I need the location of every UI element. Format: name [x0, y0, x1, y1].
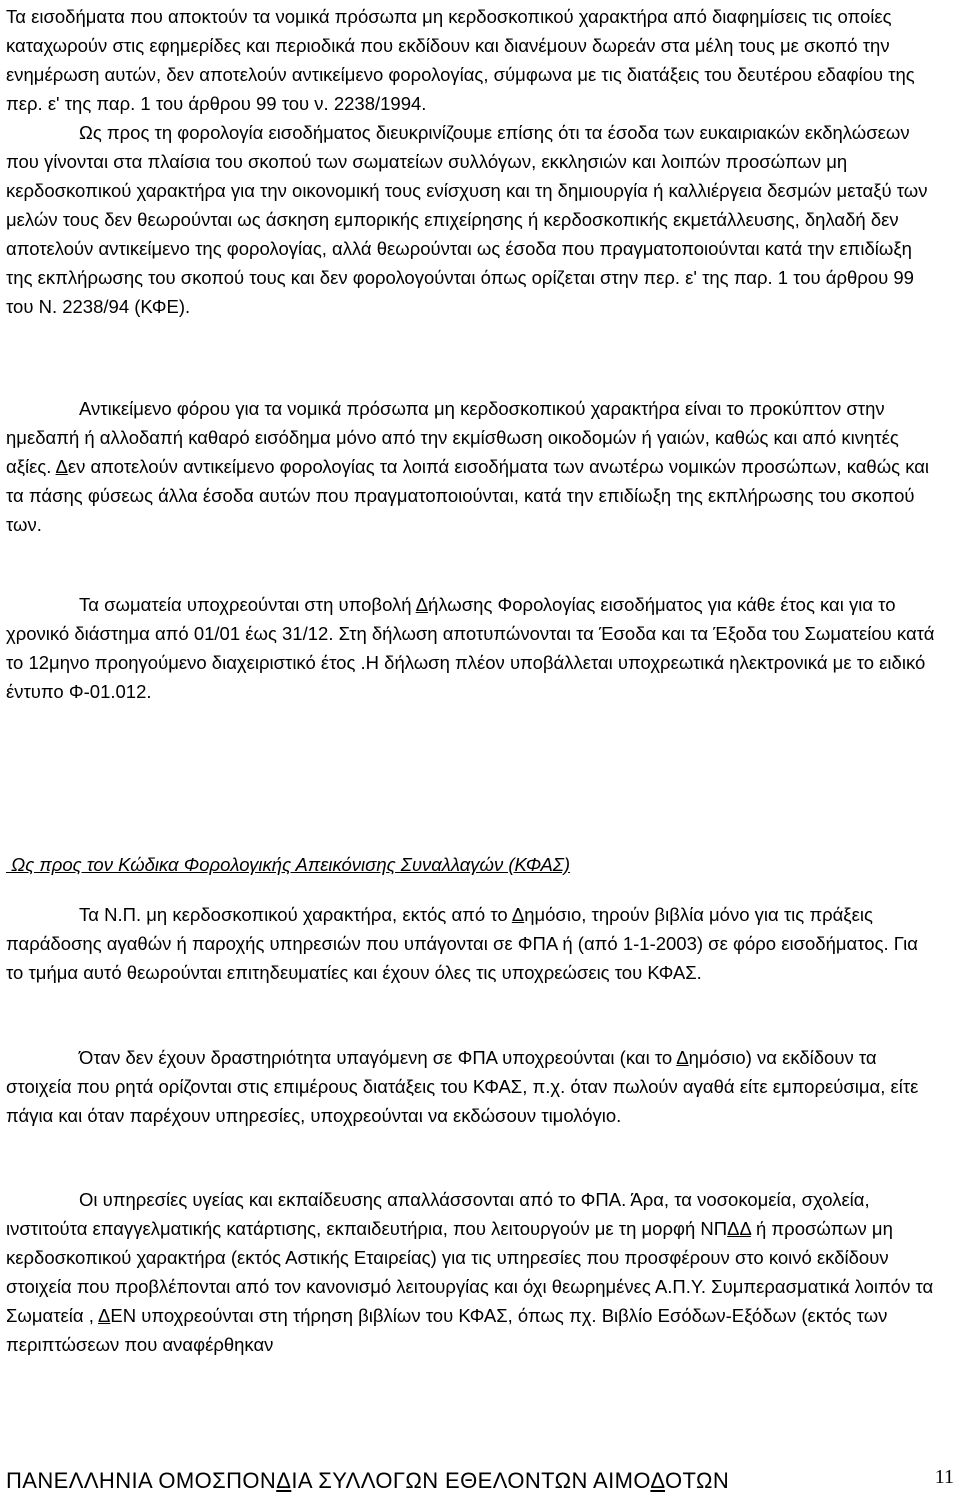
paragraph-no-vat-activity [6, 1043, 940, 1130]
declaration-text: Τα σωματεία υποχρεούνται στη υποβολή [79, 594, 416, 615]
page-footer [6, 1466, 960, 1499]
health-education-text-cont: ή προσώπων μη κερδοσκοπικού χαρακτήρα (εκτός Αστικής Εταιρείας) για τις υπηρεσίες που προσφέρουν στο κοινό εκδίδουν στοιχεία που προβλέπονται από τον κανονισμό λειτουργίας και όχι θεωρημένες Α.Π.Υ. Συμπερασματικά λοιπόν τα Σωματεία , [6, 1218, 934, 1326]
underlined-letter: Δ [98, 1305, 111, 1326]
footer-title [6, 1468, 729, 1494]
footer-title-part: ΙΑ ΣΥΛΛΟΓΩΝ ΕΘΕΛΟΝΤΩΝ ΑΙΜΟ [291, 1468, 651, 1493]
paragraph-tax-object [6, 394, 940, 539]
declaration-text-cont: ήλωσης Φορολογίας εισοδήματος για κάθε έτος και για το χρονικό διάστημα από 01/01 έως 31/12. Στη δήλωση αποτυπώνονται τα Έσοδα και τα Έξοδα του Σωματείου κατά το 12μηνο προηγούμενο διαχειριστικό έτος .Η δήλωση πλέον υποβάλλεται υποχρεωτικά ηλεκτρονικά με το ειδικό έντυπο Φ-01.012. [6, 594, 935, 702]
tax-object-text: Αντικείμενο φόρου για τα νομικά πρόσωπα μη κερδοσκοπικού χαρακτήρα είναι το προκύπτον στην ημεδαπή ή αλλοδαπή καθαρό εισόδημα μόνο από την εκμίσθωση οικοδομών ή γαιών, καθώς και από κινητές αξίες. [6, 398, 899, 477]
paragraph-npo-books [6, 900, 940, 987]
paragraph-events-text: Ως προς τη φορολογία εισοδήματος διευκρινίζουμε επίσης ότι τα έσοδα των ευκαιριακών εκδηλώσεων που γίνονται στα πλαίσια του σκοπού των σωματείων συλλόγων, εκκλησιών και λοιπών προσώπων μη κερδοσκοπικού χαρακτήρα για την οικονομική τους ενίσχυση και τη δημιουργία ή καλλιέργεια δεσμών μεταξύ των μελών τους δεν θεωρούνται ως άσκηση εμπορικής επιχείρησης ή κερδοσκοπικής εκμετάλλευσης, δηλαδή δεν αποτελούν αντικείμενο της φορολογίας, αλλά θεωρούνται ως έσοδα που πραγματοποιούνται κατά την επιδίωξη της εκπλήρωσης του σκοπού τους και δεν φορολογούνται όπως ορίζεται στην περ. ε' της παρ. 1 του άρθρου 99 του Ν. 2238/94 (ΚΦΕ). [6, 122, 928, 317]
paragraph-advertising-income [6, 2, 940, 321]
footer-title-part: ΟΤΩΝ [665, 1468, 730, 1493]
underlined-letter: Δ [511, 904, 525, 925]
page-number: 11 [934, 1466, 954, 1488]
tax-object-text-cont: εν αποτελούν αντικείμενο φορολογίας τα λοιπά εισοδήματα των ανωτέρω νομικών προσώπων, καθώς και τα πάσης φύσεως άλλα έσοδα αυτών που πραγματοποιούνται, κατά την επιδίωξη της εκπλήρωσης του σκοπού των. [6, 456, 930, 535]
underlined-letters: ΔΔ [727, 1218, 751, 1239]
no-vat-text-cont: ημόσιο) να εκδίδουν τα στοιχεία που ρητά ορίζονται στις επιμέρους διατάξεις του ΚΦΑΣ, π.χ. όταν πωλούν αγαθά είτε εμπορεύσιμα, είτε πάγια και όταν παρέχουν υπηρεσίες, υποχρεούνται να εκδώσουν τιμολόγιο. [6, 1047, 919, 1126]
health-education-text: Οι υπηρεσίες υγείας και εκπαίδευσης απαλλάσσονται από το ΦΠΑ. Άρα, τα νοσοκομεία, σχολεία, ινστιτούτα επαγγελματικής κατάρτισης, εκπαιδευτήρια, που λειτουργούν με τη μορφή ΝΠ [6, 1189, 870, 1239]
underlined-letter: Δ [55, 456, 68, 477]
footer-underlined-letter: Δ [650, 1468, 666, 1493]
paragraph-advertising-text: Τα εισοδήματα που αποκτούν τα νομικά πρόσωπα μη κερδοσκοπικού χαρακτήρα από διαφημίσεις τις οποίες καταχωρούν στις εφημερίδες και περιοδικά που εκδίδουν και διανέμουν δωρεάν στα μέλη τους με σκοπό την ενημέρωση αυτών, δεν αποτελούν αντικείμενο φορολογίας, σύμφωνα με τις διατάξεις του δευτέρου εδαφίου της περ. ε' της παρ. 1 του άρθρου 99 του ν. 2238/1994. [6, 6, 915, 114]
no-vat-text: Όταν δεν έχουν δραστηριότητα υπαγόμενη σε ΦΠΑ υποχρεούνται (και το [79, 1047, 677, 1068]
footer-underlined-letter: Δ [276, 1468, 292, 1493]
underlined-letter: Δ [676, 1047, 689, 1068]
npo-books-text: Τα Ν.Π. μη κερδοσκοπικού χαρακτήρα, εκτός από το [79, 904, 512, 925]
footer-title-part: ΠΑΝΕΛΛΗΝΙΑ ΟΜΟΣΠΟΝ [6, 1468, 277, 1493]
npo-books-text-cont: ημόσιο, τηρούν βιβλία μόνο για τις πράξεις παράδοσης αγαθών ή παροχής υπηρεσιών που υπάγονται σε ΦΠΑ ή (από 1-1-2003) σε φόρο εισοδήματος. Για το τμήμα αυτό θεωρούνται επιτηδευματίες και έχουν όλες τις υποχρεώσεις του ΚΦΑΣ. [6, 904, 918, 983]
section-heading-kfas: Ως προς τον Κώδικα Φορολογικής Απεικόνισης Συναλλαγών (ΚΦΑΣ) [6, 854, 571, 875]
underlined-letter: Δ [415, 594, 429, 615]
health-education-text-end: ΕΝ υποχρεούνται στη τήρηση βιβλίων του ΚΦΑΣ, όπως πχ. Βιβλίο Εσόδων-Εξόδων (εκτός των περιπτώσεων που αναφέρθηκαν [6, 1305, 888, 1355]
paragraph-tax-declaration [6, 590, 940, 706]
paragraph-health-education [6, 1185, 940, 1359]
